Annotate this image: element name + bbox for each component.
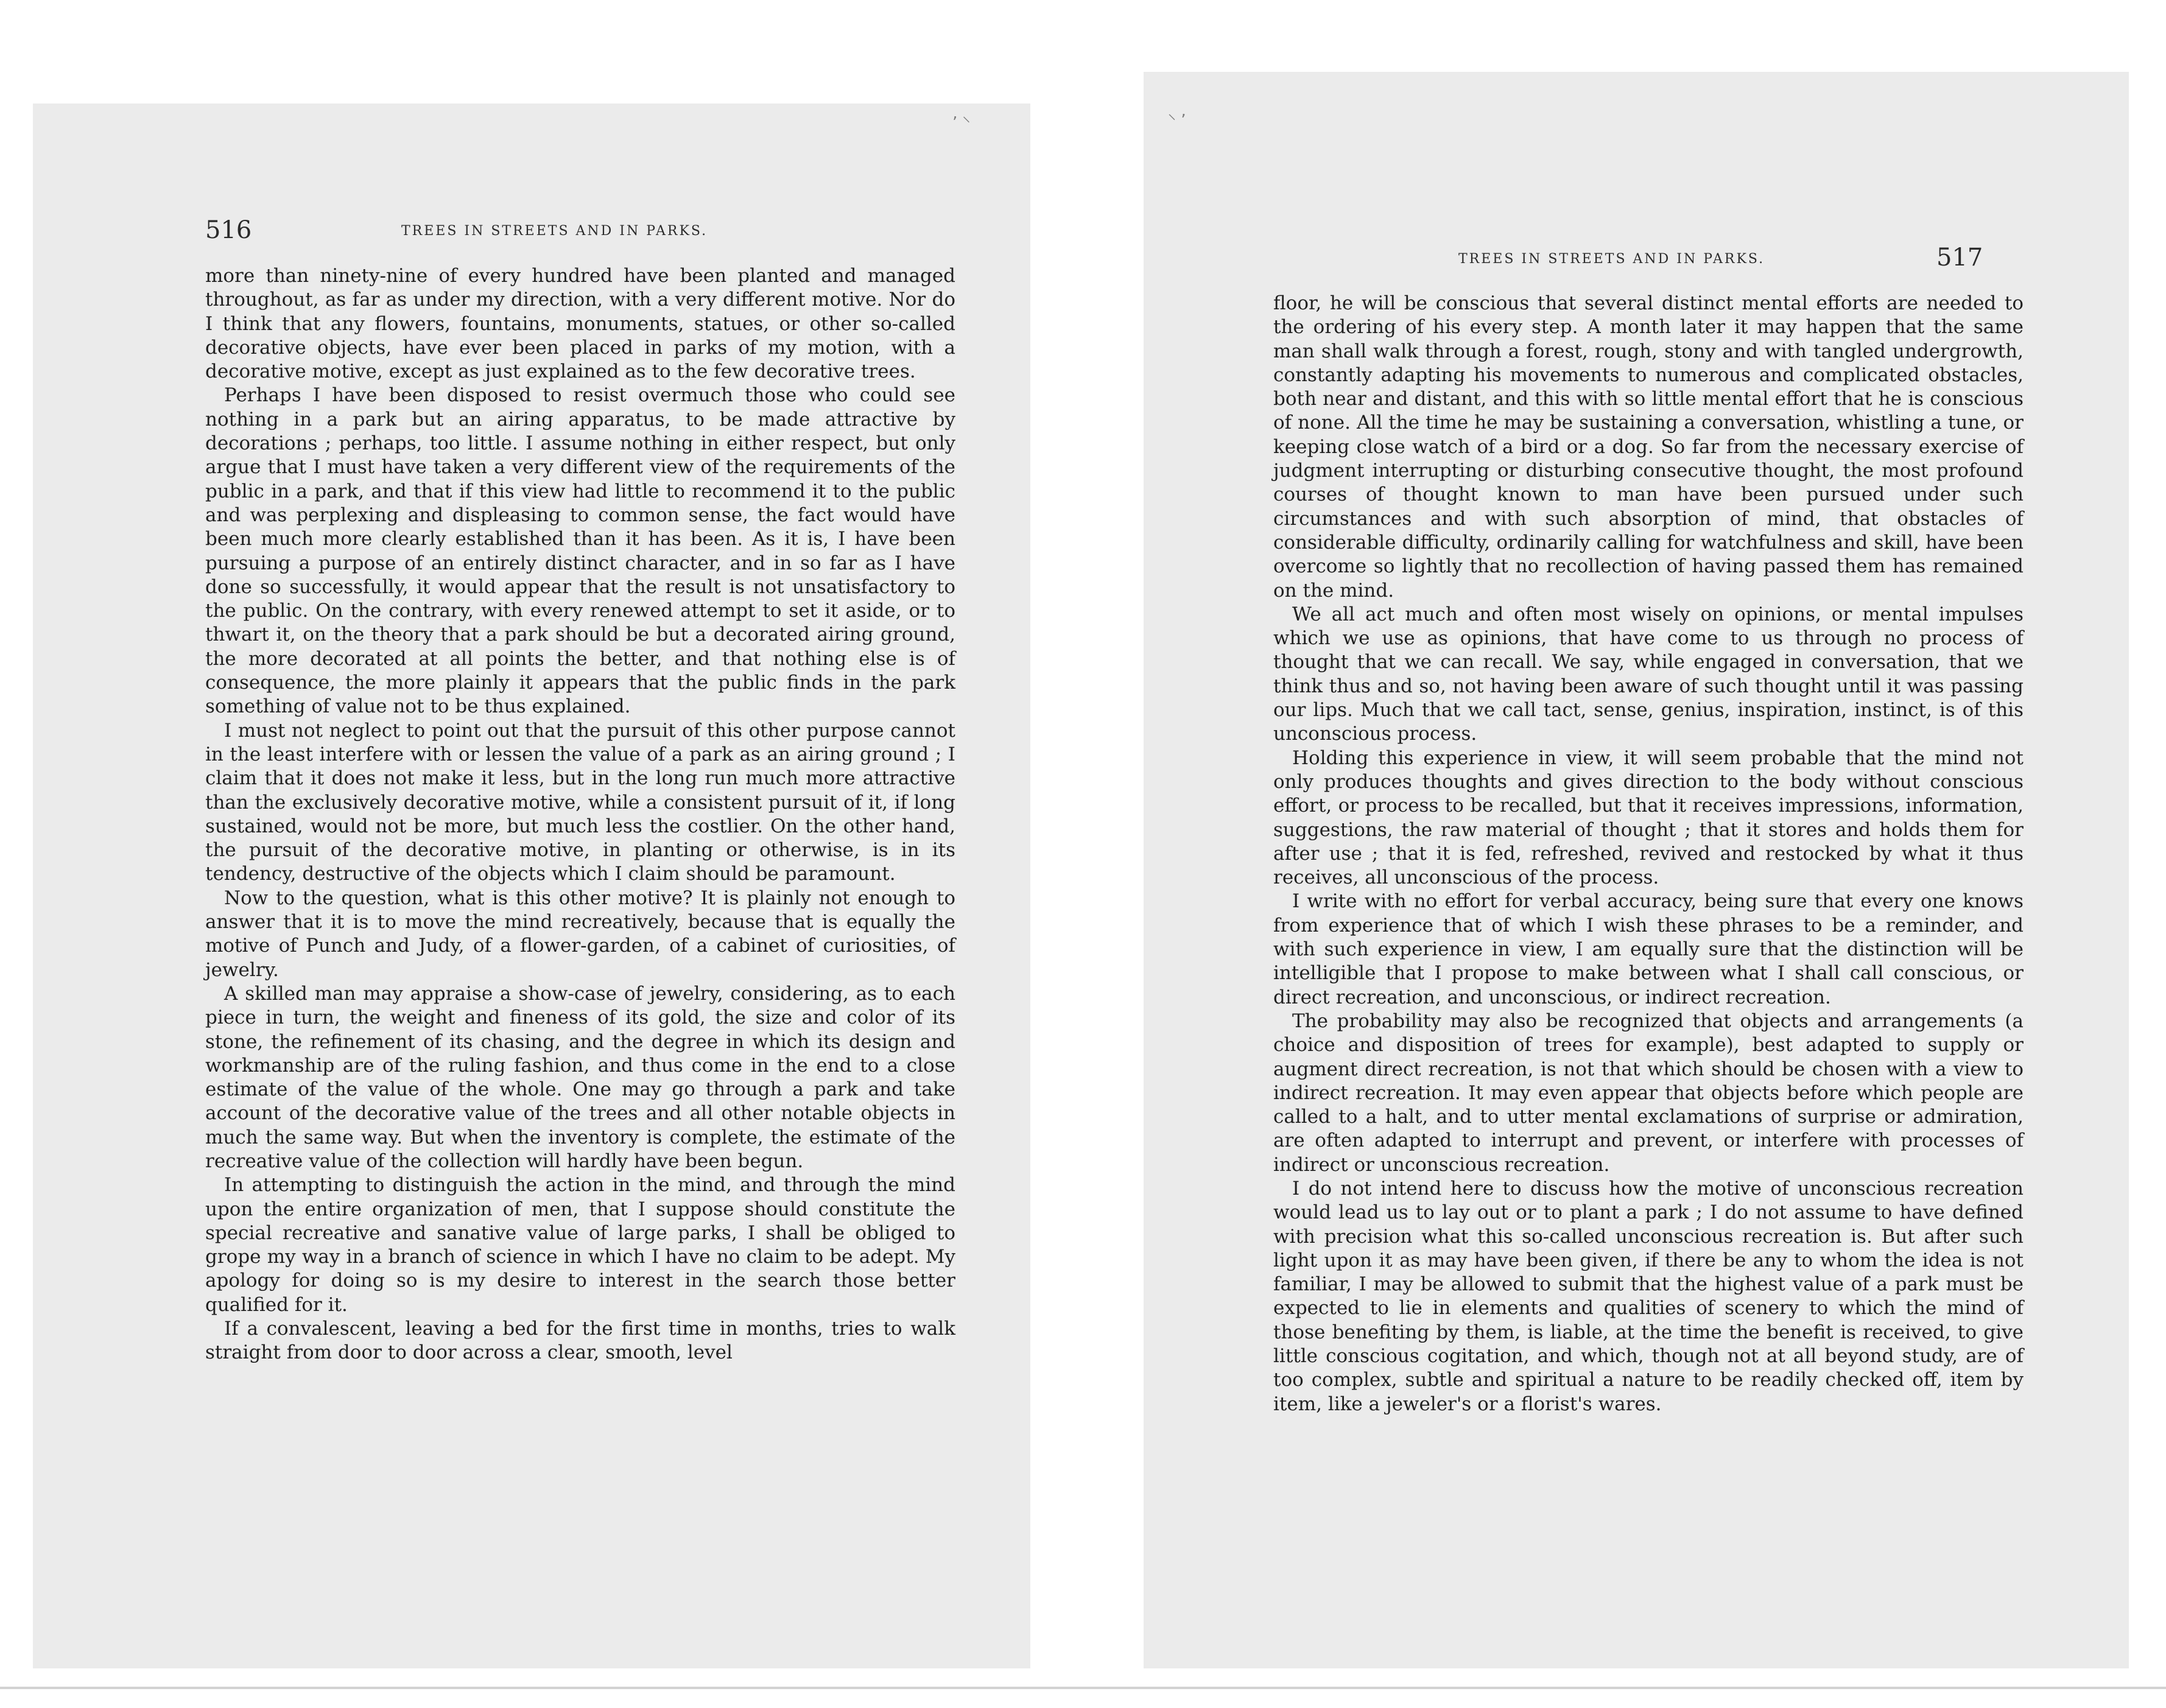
right-page (1144, 72, 2129, 1668)
left-paragraph-4: Now to the question, what is this other motive? It is plainly not enough to answer that it is to move the mind recreatively, because that is equally the motive of Punch and Judy, of a flower-garden, of a cabinet of curiosities, of jewelry. (205, 887, 955, 981)
right-paragraph-3: Holding this experience in view, it will seem probable that the mind not only produces thoughts and gives direction to the body without conscious effort, or process to be recalled, but that it receives impressions, information, suggestions, the raw material of thought ; that it stores and holds them for after use ; that it is fed, refreshed, revived and restocked by what it thus receives, all unconscious of the process. (1273, 747, 2024, 889)
left-page-number: 516 (205, 216, 252, 244)
left-page (33, 104, 1030, 1668)
left-paragraph-6: In attempting to distinguish the action in the mind, and through the mind upon the entire organization of men, that I suppose should constitute the special recreative and sanative value of large parks, I shall be obliged to grope my way in a branch of science in which I have no claim to be adept. My apology for doing so is my desire to interest in the search those better qualified for it. (205, 1174, 955, 1316)
left-paragraph-3: I must not neglect to point out that the pursuit of this other purpose cannot in the least interfere with or lessen the value of a park as an airing ground ; I claim that it does not make it less, but in the long run much more attractive than the exclusively decorative motive, while a consistent pursuit of it, if long sustained, would not be more, but much less the costlier. On the other hand, the pursuit of the decorative motive, in planting or otherwise, is in its tendency, destructive of the objects which I claim should be paramount. (205, 719, 955, 885)
left-paragraph-1: more than ninety-nine of every hundred have been planted and managed throughout, as far as under my direction, with a very different motive. Nor do I think that any flowers, fountains, monuments, statues, or other so-called decorative objects, have ever been placed in parks of my motion, with a decorative motive, except as just explained as to the few decorative trees. (205, 265, 955, 383)
right-page-number: 517 (1936, 244, 1983, 272)
left-running-head: TREES IN STREETS AND IN PARKS. (401, 223, 708, 239)
pencil-mark: ⸌ ٬ (1168, 111, 1186, 130)
right-running-head: TREES IN STREETS AND IN PARKS. (1458, 251, 1765, 267)
left-paragraph-2: Perhaps I have been disposed to resist overmuch those who could see nothing in a park but an airing apparatus, to be made attractive by decorations ; perhaps, too little. I assume nothing in either respect, but only argue that I must have taken a very different view of the requirements of the public in a park, and that if this view had little to recommend it to the public and was perplexing and displeasing to common sense, the fact would have been much more clearly established than it has been. As it is, I have been pursuing a purpose of an entirely distinct character, and in so far as I have done so successfully, it would appear that the result is not unsatisfactory to the public. On the contrary, with every renewed attempt to set it aside, or to thwart it, on the theory that a park should be but a decorated airing ground, the more decorated at all points the better, and that nothing else is of consequence, the more plainly it appears that the public finds in the park something of value not to be thus explained. (205, 384, 955, 718)
left-text-block (205, 264, 955, 1365)
right-paragraph-4: I write with no effort for verbal accuracy, being sure that every one knows from experience that of which I wish these phrases to be a reminder, and with such experience in view, I am equally sure that the distinction will be intelligible that I propose to make between what I shall call conscious, or direct recreation, and unconscious, or indirect recreation. (1273, 890, 2024, 1008)
left-paragraph-7: If a convalescent, leaving a bed for the first time in months, tries to walk straight from door to door across a clear, smooth, level (205, 1318, 955, 1364)
right-text-block (1273, 292, 2024, 1416)
right-paragraph-1: floor, he will be conscious that several distinct mental efforts are needed to the ordering of his every step. A month later it may happen that the same man shall walk through a forest, rough, stony and with tangled undergrowth, constantly adapting his movements to numerous and complicated obstacles, both near and distant, and this with so little mental effort that he is conscious of none. All the time he may be sustaining a conversation, whistling a tune, or keeping close watch of a bird or a dog. So far from the necessary exercise of judgment interrupting or disturbing consecutive thought, the most profound courses of thought known to man have been pursued under such circumstances and with such absorption of mind, that obstacles of considerable difficulty, ordinarily calling for watchfulness and skill, have been overcome so lightly that no recollection of having passed them has remained on the mind. (1273, 292, 2024, 602)
right-paragraph-2: We all act much and often most wisely on opinions, or mental impulses which we use as opinions, that have come to us through no process of thought that we can recall. We say, while engaged in conversation, that we think thus and so, not having been aware of such thought until it was passing our lips. Much that we call tact, sense, genius, inspiration, instinct, is of this unconscious process. (1273, 603, 2024, 745)
right-paragraph-6: I do not intend here to discuss how the motive of unconscious recreation would lead us to lay out or to plant a park ; I do not assume to have defined with precision what this so-called unconscious recreation is. But after such light upon it as may have been given, if there be any to whom the idea is not familiar, I may be allowed to submit that the highest value of a park must be expected to lie in elements and qualities of scenery to which the mind of those benefiting by them, is liable, at the time the benefit is received, to give little conscious cogitation, and which, though not at all beyond study, are of too complex, subtle and spiritual a nature to be readily checked off, item by item, like a jeweler's or a florist's wares. (1273, 1177, 2024, 1415)
pencil-mark: ٬ ⸌ (952, 114, 971, 132)
scan-bottom-edge (0, 1687, 2166, 1689)
left-paragraph-5: A skilled man may appraise a show-case of jewelry, considering, as to each piece in turn, the weight and fineness of its gold, the size and color of its stone, the refinement of its chasing, and the degree in which its design and workmanship are of the ruling fashion, and thus come in the end to a close estimate of the value of the whole. One may go through a park and take account of the decorative value of the trees and all other notable objects in much the same way. But when the inventory is complete, the estimate of the recreative value of the collection will hardly have been begun. (205, 982, 955, 1172)
right-paragraph-5: The probability may also be recognized that objects and arrangements (a choice and disposition of trees for example), best adapted to supply or augment direct recreation, is not that which should be chosen with a view to indirect recreation. It may even appear that objects before which people are called to a halt, and to utter mental exclamations of surprise or admiration, are often adapted to interrupt and prevent, or interfere with processes of indirect or unconscious recreation. (1273, 1010, 2024, 1176)
